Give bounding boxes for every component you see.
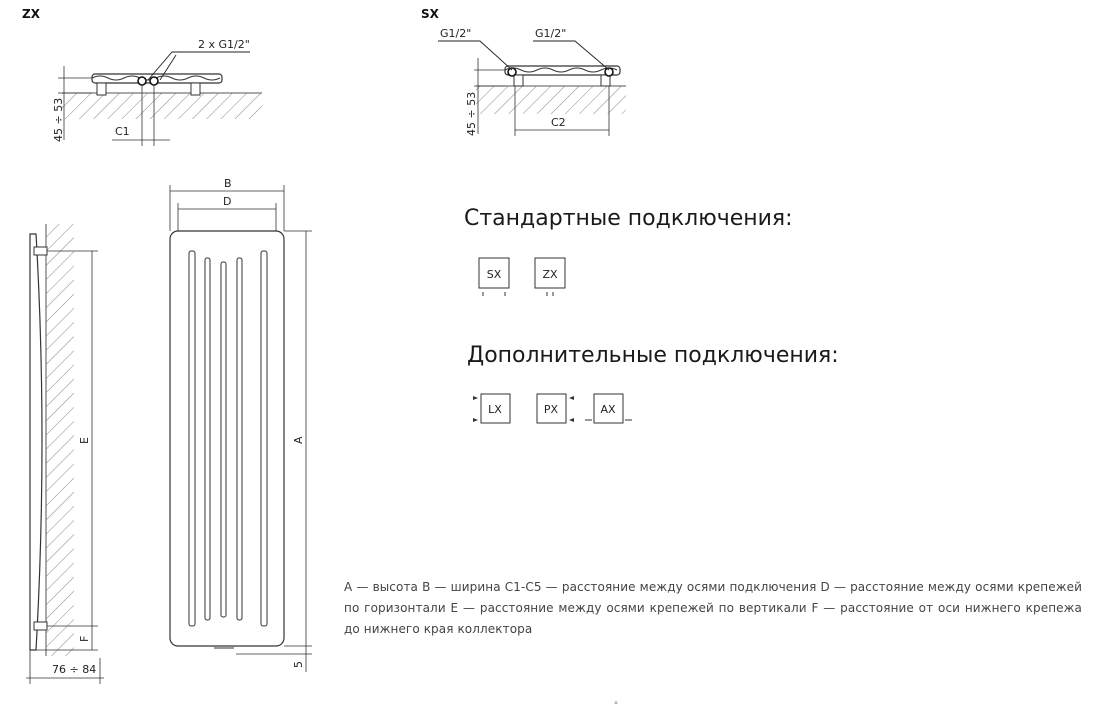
bottom-dot-mark <box>614 700 618 704</box>
sx-depth-label: 45 ÷ 53 <box>465 91 478 136</box>
front-d-label: D <box>223 195 232 208</box>
zx-connection-label: 2 x G1/2" <box>198 38 250 51</box>
sx-title: SX <box>421 7 439 21</box>
option-zx[interactable] <box>535 258 565 296</box>
side-view <box>26 224 104 684</box>
side-f-label: F <box>78 635 91 642</box>
option-px-label: PX <box>543 403 559 416</box>
zx-c1-label: C1 <box>115 125 130 138</box>
option-ax[interactable] <box>585 394 632 423</box>
additional-options <box>473 394 632 423</box>
option-lx[interactable] <box>473 394 510 423</box>
option-sx[interactable] <box>479 258 509 296</box>
front-five-label: 5 <box>292 661 305 668</box>
standard-options <box>479 258 565 296</box>
sx-c2-label: C2 <box>551 116 566 129</box>
sx-right-connection-label: G1/2" <box>535 27 567 40</box>
sx-left-connection-label: G1/2" <box>440 27 472 40</box>
option-lx-label: LX <box>488 403 502 416</box>
front-a-label: A <box>292 436 305 444</box>
standard-connections-heading: Стандартные подключения: <box>464 206 793 231</box>
zx-depth-label: 45 ÷ 53 <box>52 97 65 142</box>
front-view <box>170 177 312 672</box>
side-wall-gap-label: 76 ÷ 84 <box>52 663 97 676</box>
front-b-label: B <box>224 177 232 190</box>
side-e-label: E <box>78 437 91 444</box>
option-px[interactable] <box>537 394 574 423</box>
option-ax-label: AX <box>600 403 616 416</box>
additional-connections-heading: Дополнительные подключения: <box>467 343 839 368</box>
sx-top-view <box>421 7 626 136</box>
dimension-legend: A — высота B — ширина C1-C5 — расстояние между осями подключения D — расстояние между осями крепежей по горизонтали E — расстояние между осями крепежей по вертикали F — расстояние от оси нижнего крепежа до нижнего края коллектора <box>344 580 1082 636</box>
option-zx-label: ZX <box>542 268 558 281</box>
option-sx-label: SX <box>486 268 502 281</box>
zx-title: ZX <box>22 7 40 21</box>
zx-top-view <box>22 7 262 146</box>
